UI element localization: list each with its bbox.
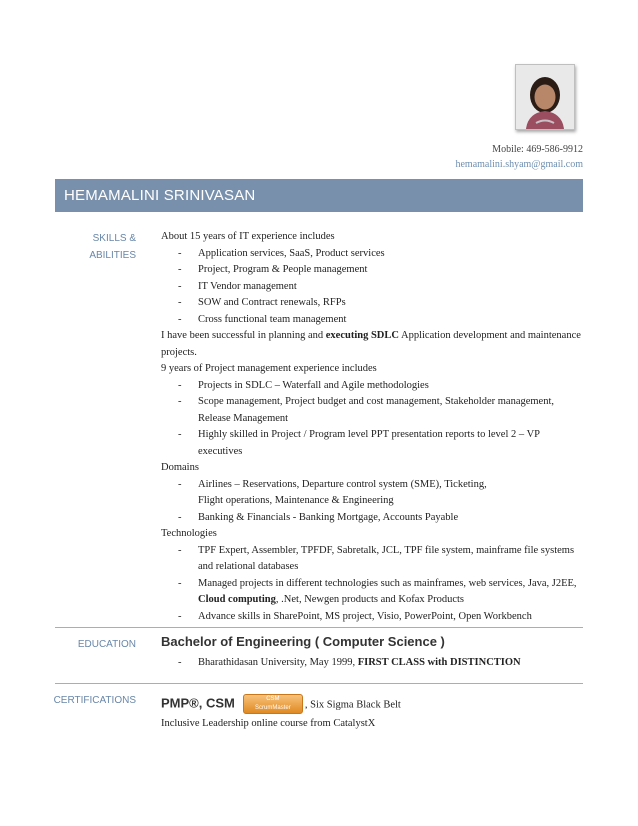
list-item: - SOW and Contract renewals, RFPs — [178, 297, 346, 308]
section-divider — [55, 627, 583, 628]
pmp-csm-text: PMP®, CSM — [161, 695, 235, 711]
skills-section-body — [161, 229, 583, 625]
domains-list — [161, 477, 583, 527]
certifications-line — [161, 694, 583, 716]
list-item: - Advance skills in SharePoint, MS project, Visio, PowerPoint, Open Workbench — [178, 610, 532, 622]
mobile-number: Mobile: 469-586-9912 — [492, 144, 583, 155]
pm-intro: 9 years of Project management experience includes — [161, 363, 377, 374]
technologies-heading: Technologies — [161, 528, 217, 539]
contact-block — [455, 142, 583, 172]
list-item: - Project, Program & People management — [178, 264, 368, 275]
list-item: - Cross functional team management — [178, 313, 347, 325]
education-detail: - Bharathidasan University, May 1999, FIRST CLASS with DISTINCTION — [178, 656, 521, 668]
domains-heading: Domains — [161, 462, 199, 473]
email-link[interactable]: hemamalini.shyam@gmail.com — [455, 159, 583, 170]
course-text: Inclusive Leadership online course from CatalystX — [161, 718, 376, 729]
list-item: - Airlines – Reservations, Departure control system (SME), Ticketing, Flight operations, Maintenance & Engineering — [178, 478, 487, 506]
list-item: - Banking & Financials - Banking Mortgage, Accounts Payable — [178, 511, 459, 523]
scrum-master-badge-icon: CSM ScrumMaster — [243, 694, 303, 714]
person-photo-icon — [516, 65, 574, 129]
degree-title: Bachelor of Engineering ( Computer Science ) — [161, 634, 445, 649]
list-item: - IT Vendor management — [178, 280, 297, 292]
sdlc-success-text: I have been successful in planning and executing SDLC Application development and maintenance projects. — [161, 330, 581, 358]
candidate-name: HEMAMALINI SRINIVASAN — [64, 187, 256, 204]
six-sigma-text: , Six Sigma Black Belt — [304, 699, 401, 711]
list-item: - Scope management, Project budget and cost management, Stakeholder management, Release Management — [178, 396, 555, 424]
skills-label-line1: SKILLS & — [92, 233, 136, 244]
certifications-section-body — [161, 694, 583, 733]
skills-intro-list — [161, 246, 583, 329]
skills-intro: About 15 years of IT experience includes — [161, 231, 335, 242]
section-divider — [55, 683, 583, 684]
list-item: - Highly skilled in Project / Program level PPT presentation reports to level 2 – VP executives — [178, 429, 540, 457]
profile-photo — [515, 64, 575, 130]
list-item: - Application services, SaaS, Product services — [178, 247, 385, 259]
list-item: - Projects in SDLC – Waterfall and Agile methodologies — [178, 379, 429, 391]
name-header-bar — [55, 179, 583, 212]
technologies-list — [161, 543, 583, 626]
education-section-label: EDUCATION — [77, 639, 136, 650]
skills-label-line2: ABILITIES — [89, 250, 136, 261]
skills-section-label — [89, 230, 136, 264]
list-item: - TPF Expert, Assembler, TPFDF, Sabretalk, JCL, TPF file system, mainframe file systems and relational databases — [178, 544, 575, 572]
list-item: - Managed projects in different technologies such as mainframes, web services, Java, J2EE, Cloud computing, .Net, Newgen products and Kofax Products — [178, 577, 577, 605]
certifications-section-label: CERTIFICATIONS — [53, 695, 136, 706]
education-section-body — [161, 634, 583, 671]
pm-list — [161, 378, 583, 461]
